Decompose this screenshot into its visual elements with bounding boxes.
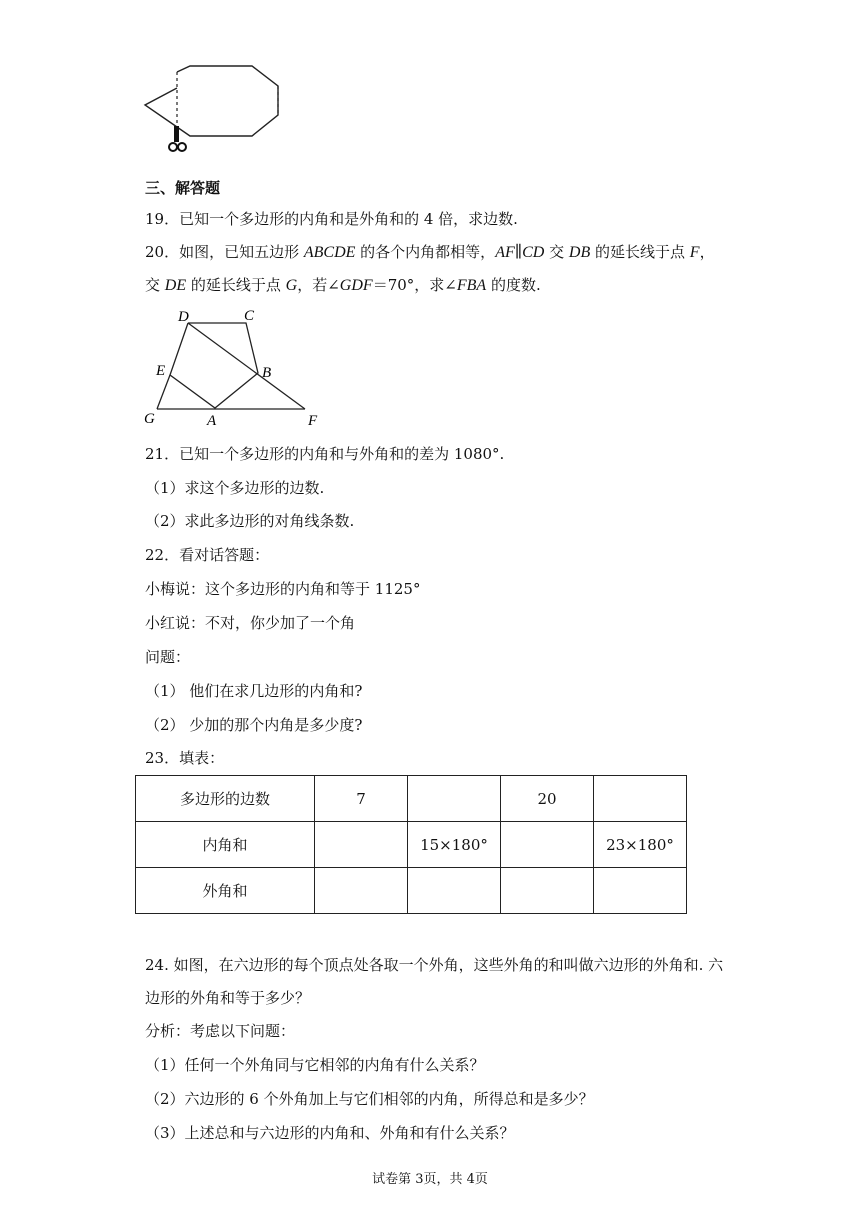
cut-polygon-figure xyxy=(140,60,290,160)
section-title: 三、解答题 xyxy=(145,179,221,197)
label-D: D xyxy=(178,309,189,325)
question-22-line1: 小梅说：这个多边形的内角和等于 1125° xyxy=(145,580,421,598)
table-cell xyxy=(408,868,501,914)
label-F: F xyxy=(308,413,318,429)
question-19: 19．已知一个多边形的内角和是外角和的 4 倍，求边数. xyxy=(145,210,518,228)
question-21-sub2: （2）求此多边形的对角线条数. xyxy=(145,512,355,530)
table-cell: 23×180° xyxy=(594,822,687,868)
table-cell xyxy=(315,822,408,868)
table-cell: 多边形的边数 xyxy=(136,776,315,822)
table-cell xyxy=(315,868,408,914)
label-C: C xyxy=(244,308,255,324)
question-21-sub1: （1）求这个多边形的边数. xyxy=(145,479,325,497)
line-DF xyxy=(188,323,305,409)
question-24-sub1: （1）任何一个外角同与它相邻的内角有什么关系？ xyxy=(145,1056,485,1074)
question-24-sub2: （2）六边形的 6 个外角加上与它们相邻的内角，所得总和是多少？ xyxy=(145,1090,594,1108)
question-22-stem: 22．看对话答题： xyxy=(145,546,270,564)
question-24-line2: 边形的外角和等于多少？ xyxy=(145,989,311,1007)
question-22-line2: 小红说：不对，你少加了一个角 xyxy=(145,614,356,632)
page-footer: 试卷第 3页，共 4页 xyxy=(372,1172,488,1187)
label-B: B xyxy=(262,365,272,381)
scissors-icon xyxy=(169,126,186,151)
table-cell: 15×180° xyxy=(408,822,501,868)
label-G: G xyxy=(144,411,155,427)
table-row xyxy=(136,776,687,822)
table-cell xyxy=(501,822,594,868)
cut-polygon-outline xyxy=(145,88,177,127)
pentagon-figure xyxy=(140,305,330,430)
question-23-stem: 23．填表： xyxy=(145,749,225,767)
table-row xyxy=(136,868,687,914)
question-24-line1: 24. 如图，在六边形的每个顶点处各取一个外角，这些外角的和叫做六边形的外角和. 六 xyxy=(145,956,724,974)
question-24-line3: 分析：考虑以下问题： xyxy=(145,1022,296,1040)
question-24-sub3: （3）上述总和与六边形的内角和、外角和有什么关系？ xyxy=(145,1124,515,1142)
table-cell xyxy=(408,776,501,822)
question-22-sub2: （2） 少加的那个内角是多少度? xyxy=(145,716,363,734)
table-cell xyxy=(594,776,687,822)
question-22-line3: 问题： xyxy=(145,648,191,666)
table-row xyxy=(136,822,687,868)
table-cell xyxy=(594,868,687,914)
fill-table xyxy=(135,775,687,914)
table-cell: 外角和 xyxy=(136,868,315,914)
question-20-line1: 20．如图，已知五边形 ABCDE 的各个内角都相等，AF∥CD 交 DB 的延长线于点 F， xyxy=(145,243,715,261)
table-cell: 内角和 xyxy=(136,822,315,868)
table-cell: 7 xyxy=(315,776,408,822)
polygon-outline xyxy=(177,66,278,136)
label-E: E xyxy=(156,363,166,379)
question-21-stem: 21．已知一个多边形的内角和与外角和的差为 1080°. xyxy=(145,445,505,463)
table-cell: 20 xyxy=(501,776,594,822)
question-20-line2: 交 DE 的延长线于点 G，若∠GDF＝70°，求∠FBA 的度数. xyxy=(145,276,541,294)
line-EG xyxy=(157,375,170,409)
label-A: A xyxy=(207,413,217,429)
question-22-sub1: （1） 他们在求几边形的内角和? xyxy=(145,682,363,700)
table-cell xyxy=(501,868,594,914)
